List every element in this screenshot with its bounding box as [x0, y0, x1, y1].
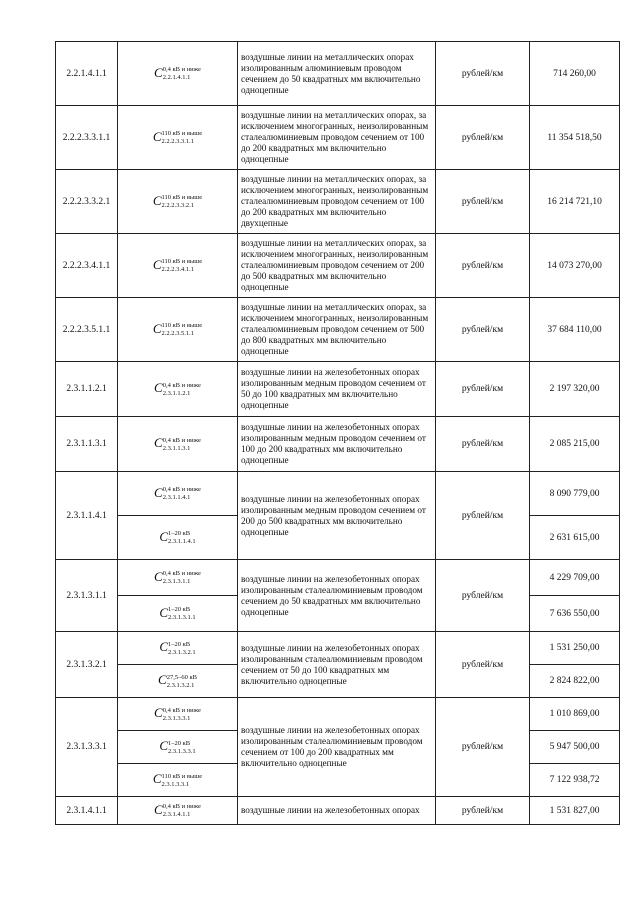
symbol-subscript: 2.3.1.1.3.1: [162, 444, 191, 452]
rate-value: 1 010 869,00: [530, 698, 620, 731]
rate-symbol: [118, 42, 238, 106]
symbol-subscript: 2.3.1.3.1.1: [168, 614, 196, 622]
symbol-subscript: 2.3.1.3.2.1: [168, 648, 196, 656]
rate-symbol: [118, 170, 238, 234]
unit-of-measure: рублей/км: [436, 632, 530, 698]
symbol-superscript: 1–20 кВ: [168, 640, 191, 648]
symbol-letter: C: [159, 639, 169, 655]
symbol-scripts: [163, 382, 201, 398]
rate-symbol: [118, 731, 238, 764]
unit-of-measure: рублей/км: [436, 362, 530, 417]
symbol-subscript: 2.3.1.1.4.1: [168, 538, 196, 546]
rate-value: 14 073 270,00: [530, 234, 620, 298]
symbol-subscript: 2.2.2.3.3.2.1: [161, 202, 194, 210]
rate-value: 1 531 827,00: [530, 797, 620, 825]
rate-value: 2 085 215,00: [530, 417, 620, 472]
unit-of-measure: рублей/км: [436, 106, 530, 170]
symbol-subscript: 2.3.1.3.2.1: [166, 681, 195, 689]
rate-code: 2.3.1.4.1.1: [56, 797, 118, 825]
line-description: воздушные линии на железобетонных опорах изолированным сталеалюминиевым проводом сечением от 50 до 100 квадратных мм включительно одноцепные: [238, 632, 436, 698]
symbol-scripts: [163, 707, 201, 723]
symbol-scripts: [163, 437, 201, 453]
line-description: воздушные линии на металлических опорах, за исключением многогранных, неизолированным сталеалюминиевым проводом сечением от 100 до 200 квадратных мм включительно одноцепные: [238, 106, 436, 170]
unit-of-measure: рублей/км: [436, 42, 530, 106]
rates-table-body: [56, 42, 620, 825]
rate-symbol: [118, 234, 238, 298]
symbol-scripts: [161, 322, 202, 338]
symbol-scripts: [161, 130, 202, 146]
symbol-letter: C: [154, 435, 163, 451]
symbol-letter: C: [159, 738, 169, 754]
line-description: воздушные линии на железобетонных опорах: [238, 797, 436, 825]
symbol-superscript: 1–20 кВ: [168, 606, 191, 614]
rate-value: 11 354 518,50: [530, 106, 620, 170]
symbol-subscript: 2.2.2.3.3.1.1: [161, 138, 194, 146]
line-description: воздушные линии на металлических опорах изолированным алюминиевым проводом сечением до 50 квадратных мм включительно одноцепные: [238, 42, 436, 106]
table-row: [56, 298, 620, 362]
symbol-superscript: 110 кВ и выше: [161, 194, 203, 202]
rate-symbol: [118, 560, 238, 596]
symbol-superscript: 0,4 кВ и ниже: [162, 436, 201, 444]
table-row: [56, 106, 620, 170]
rate-value: 16 214 721,10: [530, 170, 620, 234]
line-description: воздушные линии на железобетонных опорах изолированным медным проводом сечением от 200 до 500 квадратных мм включительно одноцепные: [238, 472, 436, 560]
unit-of-measure: рублей/км: [436, 298, 530, 362]
symbol-scripts: [163, 803, 201, 819]
symbol-letter: C: [154, 801, 163, 817]
table-row: [56, 42, 620, 106]
rate-code: 2.2.1.4.1.1: [56, 42, 118, 106]
symbol-subscript: 2.2.2.3.5.1.1: [161, 330, 194, 338]
symbol-superscript: 0,4 кВ и ниже: [162, 381, 201, 389]
rate-value: 37 684 110,00: [530, 298, 620, 362]
line-description: воздушные линии на железобетонных опорах изолированным медным проводом сечением от 100 до 200 квадратных мм включительно одноцепные: [238, 417, 436, 472]
rate-symbol: [118, 298, 238, 362]
line-description: воздушные линии на металлических опорах, за исключением многогранных, неизолированным сталеалюминиевым проводом сечением от 500 до 800 квадратных мм включительно одноцепные: [238, 298, 436, 362]
rate-code: 2.3.1.1.2.1: [56, 362, 118, 417]
symbol-scripts: [161, 773, 202, 789]
symbol-scripts: [161, 194, 202, 210]
unit-of-measure: рублей/км: [436, 417, 530, 472]
symbol-scripts: [168, 740, 196, 756]
rate-symbol: [118, 596, 238, 632]
rate-value: 2 631 615,00: [530, 516, 620, 560]
symbol-subscript: 2.3.1.1.4.1: [162, 494, 191, 502]
line-description: воздушные линии на железобетонных опорах изолированным медным проводом сечением от 50 до 100 квадратных мм включительно одноцепные: [238, 362, 436, 417]
rate-value: 5 947 500,00: [530, 731, 620, 764]
rate-symbol: [118, 417, 238, 472]
symbol-scripts: [163, 570, 201, 586]
table-row: [56, 417, 620, 472]
rate-symbol: [118, 362, 238, 417]
rate-symbol: [118, 698, 238, 731]
symbol-superscript: 27,5–60 кВ: [166, 673, 197, 681]
symbol-scripts: [163, 66, 201, 82]
symbol-letter: C: [154, 568, 163, 584]
symbol-superscript: 1–20 кВ: [168, 739, 191, 747]
symbol-subscript: 2.3.1.1.2.1: [162, 389, 191, 397]
rate-symbol: [118, 665, 238, 698]
symbol-letter: C: [152, 771, 162, 787]
rate-value: 7 122 938,72: [530, 764, 620, 797]
rate-value: 4 229 709,00: [530, 560, 620, 596]
rate-value: 714 260,00: [530, 42, 620, 106]
symbol-scripts: [161, 258, 202, 274]
rate-value: 1 531 250,00: [530, 632, 620, 665]
symbol-superscript: 110 кВ и выше: [161, 130, 203, 138]
symbol-subscript: 2.3.1.3.3.1: [162, 714, 191, 722]
symbol-letter: C: [159, 604, 169, 620]
rate-value: 7 636 550,00: [530, 596, 620, 632]
symbol-subscript: 2.2.2.3.4.1.1: [161, 266, 194, 274]
line-description: воздушные линии на железобетонных опорах изолированным сталеалюминиевым проводом сечением до 50 квадратных мм включительно одноцепные: [238, 560, 436, 632]
symbol-letter: C: [158, 672, 167, 688]
rate-symbol: [118, 106, 238, 170]
rates-table: [55, 41, 620, 825]
unit-of-measure: рублей/км: [436, 472, 530, 560]
rate-code: 2.3.1.1.4.1: [56, 472, 118, 560]
table-row: [56, 560, 620, 596]
rate-code: 2.2.2.3.5.1.1: [56, 298, 118, 362]
symbol-superscript: 0,4 кВ и ниже: [162, 570, 201, 578]
rate-code: 2.2.2.3.3.2.1: [56, 170, 118, 234]
rate-value: 8 090 779,00: [530, 472, 620, 516]
rate-value: 2 197 320,00: [530, 362, 620, 417]
symbol-superscript: 110 кВ и выше: [161, 772, 203, 780]
rate-code: 2.3.1.3.2.1: [56, 632, 118, 698]
symbol-subscript: 2.3.1.4.1.1: [162, 811, 191, 819]
symbol-superscript: 0,4 кВ и ниже: [162, 706, 201, 714]
symbol-letter: C: [154, 64, 163, 80]
symbol-superscript: 0,4 кВ и ниже: [162, 486, 201, 494]
rate-symbol: [118, 797, 238, 825]
symbol-letter: C: [152, 192, 162, 208]
rate-value: 2 824 822,00: [530, 665, 620, 698]
symbol-superscript: 1–20 кВ: [168, 530, 191, 538]
rate-symbol: [118, 516, 238, 560]
symbol-letter: C: [154, 484, 163, 500]
line-description: воздушные линии на металлических опорах, за исключением многогранных, неизолированным сталеалюминиевым проводом сечением от 100 до 200 квадратных мм включительно двухцепные: [238, 170, 436, 234]
table-row: [56, 234, 620, 298]
symbol-subscript: 2.2.1.4.1.1: [162, 74, 191, 82]
table-row: [56, 472, 620, 516]
rate-symbol: [118, 632, 238, 665]
symbol-letter: C: [152, 320, 162, 336]
symbol-scripts: [167, 674, 197, 690]
symbol-letter: C: [159, 528, 169, 544]
rate-symbol: [118, 472, 238, 516]
symbol-superscript: 0,4 кВ и ниже: [162, 66, 201, 74]
symbol-scripts: [168, 530, 196, 546]
symbol-subscript: 2.3.1.3.1.1: [162, 578, 191, 586]
unit-of-measure: рублей/км: [436, 797, 530, 825]
rate-code: 2.3.1.3.3.1: [56, 698, 118, 797]
symbol-superscript: 110 кВ и выше: [161, 258, 203, 266]
symbol-subscript: 2.3.1.3.3.1: [161, 780, 190, 788]
unit-of-measure: рублей/км: [436, 170, 530, 234]
rate-symbol: [118, 764, 238, 797]
line-description: воздушные линии на железобетонных опорах изолированным сталеалюминиевым проводом сечением от 100 до 200 квадратных мм включительно одноцепные: [238, 698, 436, 797]
rate-code: 2.3.1.3.1.1: [56, 560, 118, 632]
symbol-letter: C: [152, 128, 162, 144]
symbol-letter: C: [154, 380, 163, 396]
table-row: [56, 632, 620, 665]
symbol-subscript: 2.3.1.3.3.1: [168, 747, 196, 755]
symbol-scripts: [168, 606, 196, 622]
table-row: [56, 797, 620, 825]
unit-of-measure: рублей/км: [436, 234, 530, 298]
unit-of-measure: рублей/км: [436, 560, 530, 632]
symbol-superscript: 110 кВ и выше: [161, 322, 203, 330]
line-description: воздушные линии на металлических опорах, за исключением многогранных, неизолированным сталеалюминиевым проводом сечением от 200 до 500 квадратных мм включительно одноцепные: [238, 234, 436, 298]
table-row: [56, 698, 620, 731]
symbol-letter: C: [152, 256, 162, 272]
symbol-letter: C: [154, 705, 163, 721]
symbol-superscript: 0,4 кВ и ниже: [162, 803, 201, 811]
table-row: [56, 170, 620, 234]
rate-code: 2.3.1.1.3.1: [56, 417, 118, 472]
unit-of-measure: рублей/км: [436, 698, 530, 797]
symbol-scripts: [168, 641, 196, 657]
table-row: [56, 362, 620, 417]
rate-code: 2.2.2.3.4.1.1: [56, 234, 118, 298]
symbol-scripts: [163, 486, 201, 502]
rate-code: 2.2.2.3.3.1.1: [56, 106, 118, 170]
